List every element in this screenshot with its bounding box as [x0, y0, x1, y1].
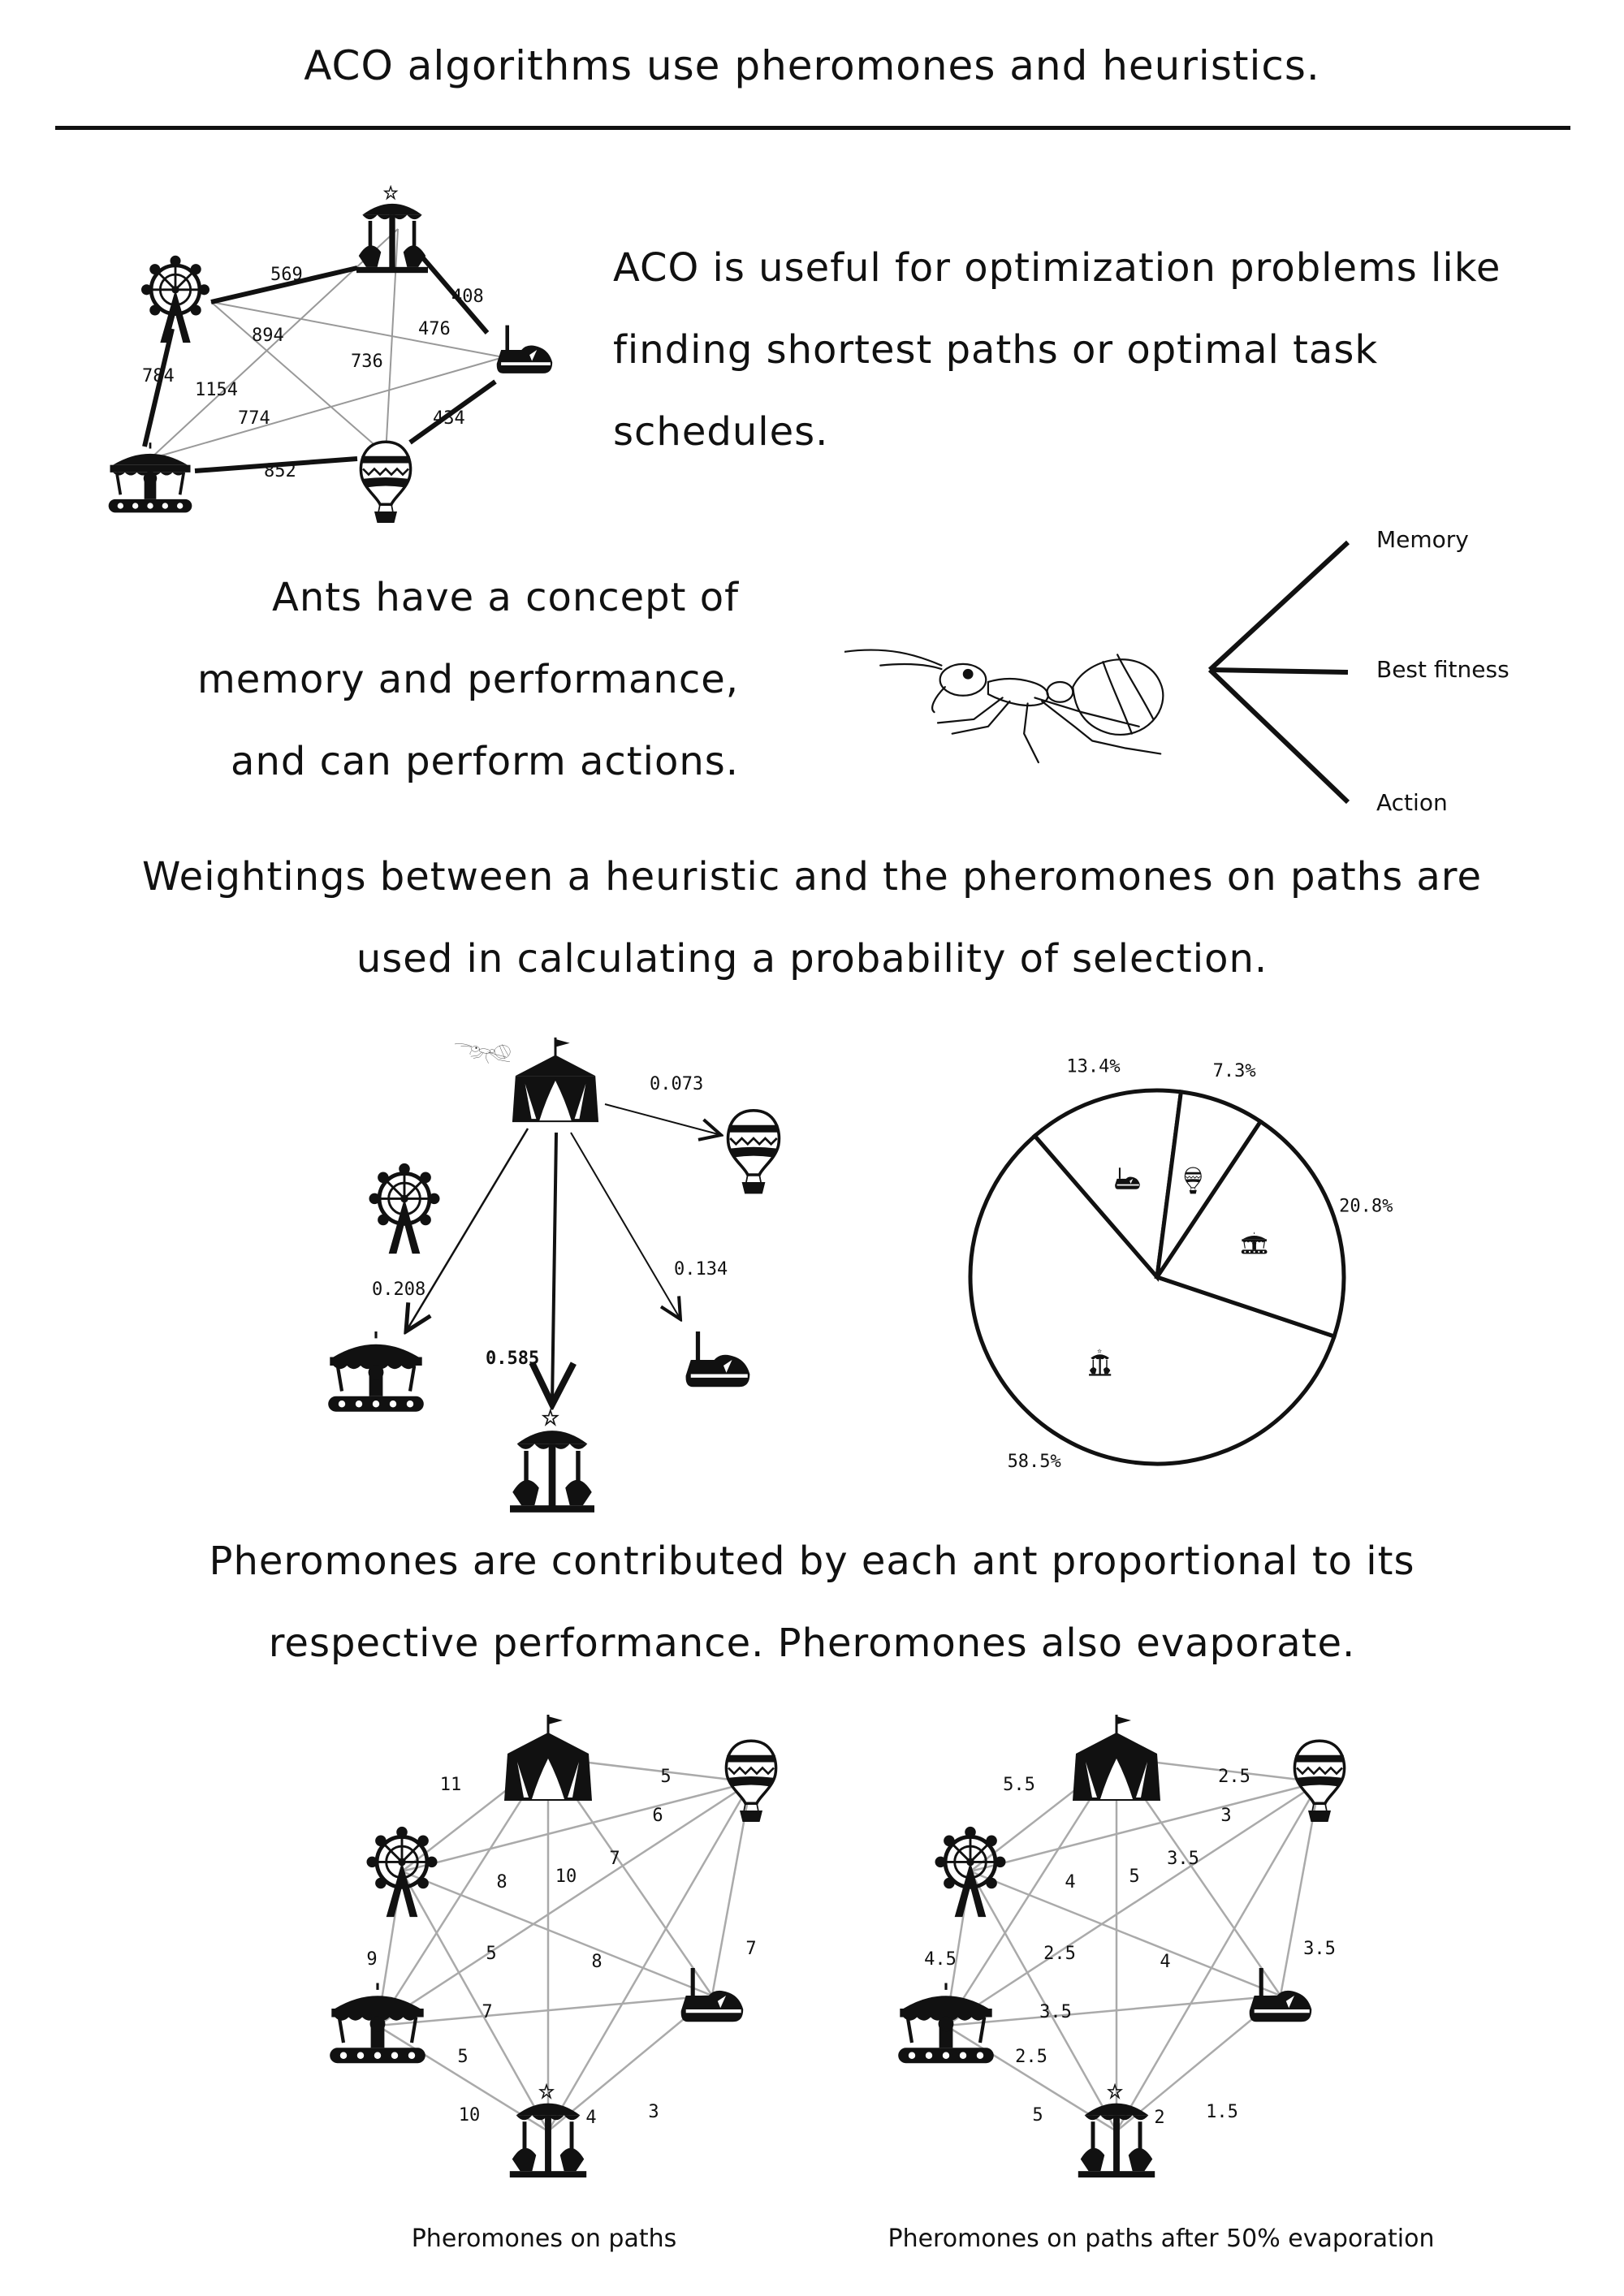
ant-concept-line: memory and performance, [197, 657, 739, 702]
pie-slice-label: 13.4% [1066, 1056, 1121, 1077]
probability-label: 0.134 [674, 1259, 728, 1280]
page-title: ACO algorithms use pheromones and heuristics. [304, 42, 1320, 89]
edge-label: 736 [351, 352, 383, 372]
pheromone-graph [898, 1715, 1344, 2177]
edge-label: 1154 [195, 380, 238, 400]
edge-label: 434 [433, 408, 465, 429]
pheromone-label: 10 [458, 2105, 481, 2126]
pheromone-label: 10 [555, 1867, 577, 1887]
aco-description: ACO is useful for optimization problems like finding shortest paths or optimal task schedules. [613, 245, 1501, 455]
edge-label: 784 [142, 366, 175, 386]
edge-label: 476 [418, 319, 451, 339]
pheromone-label: 3 [648, 2102, 659, 2122]
action-label: Action [1376, 789, 1448, 816]
pheromone-label: 1.5 [1206, 2102, 1238, 2122]
pheromone-label: 5 [1129, 1867, 1140, 1887]
pheromone-label: 3.5 [1167, 1849, 1199, 1869]
pie-slice-label: 58.5% [1007, 1452, 1061, 1473]
pheromone-label: 5 [486, 1944, 497, 1964]
pheromone-label: 4.5 [924, 1949, 957, 1970]
pheromone-label: 8 [496, 1872, 508, 1892]
pheromone-label: 8 [591, 1952, 603, 1972]
edge-label: 408 [451, 287, 484, 307]
ferris-wheel-icon [935, 1827, 1006, 1917]
circus-tent-icon [1073, 1715, 1160, 1801]
pheromone-label: 5 [660, 1767, 672, 1787]
edge-label: 852 [264, 461, 296, 481]
path-edge [402, 1871, 548, 2131]
ferris-wheel-icon [367, 1827, 438, 1917]
right-graph-caption: Pheromones on paths after 50% evaporation [888, 2225, 1435, 2253]
pheromone-label: 3.5 [1303, 1939, 1336, 1959]
probability-label: 0.585 [486, 1349, 540, 1369]
ant-concept-line: and can perform actions. [231, 739, 739, 784]
path-edge [548, 1782, 751, 2131]
pie-slice-label: 7.3% [1212, 1061, 1256, 1082]
pheromone-line: respective performance. Pheromones also evaporate. [268, 1621, 1356, 1666]
pheromone-label: 11 [439, 1775, 462, 1795]
pheromone-label: 4 [585, 2108, 597, 2128]
best-fitness-label: Best fitness [1376, 656, 1510, 683]
bumper-car-icon [681, 1968, 744, 2022]
weighting-line: used in calculating a probability of selection. [356, 936, 1268, 982]
path-edge [970, 1871, 1116, 2131]
pheromone-label: 7 [745, 1939, 757, 1959]
pheromone-label: 2 [1154, 2108, 1165, 2128]
path-edge [378, 1996, 712, 2026]
bumper-car-icon [1250, 1968, 1312, 2022]
path-edge [970, 1871, 1281, 1996]
memory-label: Memory [1376, 526, 1469, 553]
edge-label: 569 [270, 265, 303, 285]
pheromone-label: 5.5 [1003, 1775, 1035, 1795]
pheromone-label: 9 [366, 1949, 378, 1970]
pheromone-label: 6 [652, 1806, 663, 1826]
edge-label: 774 [238, 408, 270, 429]
path-edge [946, 1996, 1281, 2026]
pheromone-label: 3 [1220, 1806, 1232, 1826]
pheromone-label: 7 [609, 1849, 620, 1869]
edge-label: 894 [252, 326, 284, 346]
circus-tent-icon [504, 1715, 592, 1801]
pheromone-graph [330, 1715, 775, 2177]
pheromone-label: 2.5 [1218, 1767, 1250, 1787]
pheromone-label: 7 [482, 2002, 493, 2022]
pie-slice-label: 20.8% [1339, 1196, 1393, 1217]
probability-label: 0.208 [372, 1280, 426, 1300]
ant-concept-line: Ants have a concept of [272, 575, 739, 620]
hot-air-balloon-icon [726, 1741, 775, 1822]
path-edge [1116, 1782, 1320, 2131]
pheromone-line: Pheromones are contributed by each ant proportional to its [209, 1539, 1415, 1584]
weighting-line: Weightings between a heuristic and the pheromones on paths are [142, 854, 1482, 900]
pheromone-label: 5 [457, 2047, 469, 2067]
pheromone-label: 4 [1160, 1952, 1171, 1972]
pheromone-label: 4 [1065, 1872, 1076, 1892]
pheromone-label: 3.5 [1039, 2002, 1072, 2022]
path-edge [402, 1871, 712, 1996]
left-graph-caption: Pheromones on paths [411, 2225, 677, 2253]
pheromone-label: 2.5 [1043, 1944, 1076, 1964]
hot-air-balloon-icon [1294, 1741, 1344, 1822]
pheromone-label: 5 [1032, 2105, 1043, 2126]
probability-label: 0.073 [650, 1074, 704, 1094]
pheromone-label: 2.5 [1015, 2047, 1047, 2067]
